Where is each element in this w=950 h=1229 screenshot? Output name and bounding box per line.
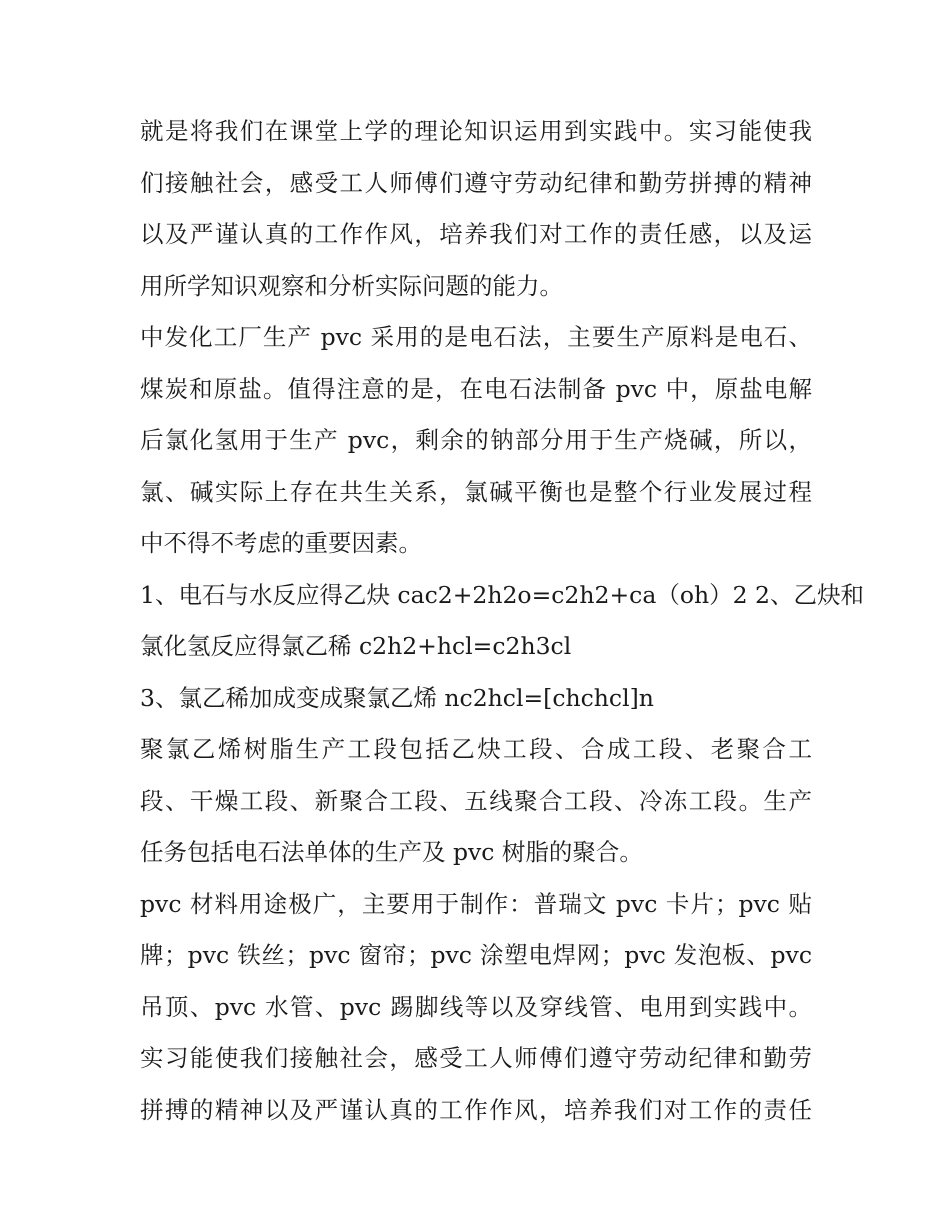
text-line: 1、电石与水反应得乙炔 cac2+2h2o=c2h2+ca（oh）2 2、乙炔和 xyxy=(140,580,864,609)
text-line: 3、氯乙稀加成变成聚氯乙烯 nc2hcl=[chchcl]n xyxy=(140,683,654,712)
text-line: 中发化工厂生产 pvc 采用的是电石法，主要生产原料是电石、 xyxy=(140,323,812,351)
text-line: 们接触社会，感受工人师傅们遵守劳动纪律和勤劳拼搏的精神 xyxy=(140,168,812,197)
text-line: pvc 材料用途极广，主要用于制作：普瑞文 pvc 卡片；pvc 贴 xyxy=(140,889,812,918)
text-line: 煤炭和原盐。值得注意的是，在电石法制备 pvc 中，原盐电解 xyxy=(140,374,812,403)
text-line: 段、干燥工段、新聚合工段、五线聚合工段、冷冻工段。生产 xyxy=(140,786,812,815)
text-line: 就是将我们在课堂上学的理论知识运用到实践中。实习能使我 xyxy=(140,117,812,145)
text-line: 以及严谨认真的工作作风，培养我们对工作的责任感，以及运 xyxy=(140,220,812,248)
text-line: 任务包括电石法单体的生产及 pvc 树脂的聚合。 xyxy=(140,838,643,866)
text-line: 实习能使我们接触社会，感受工人师傅们遵守劳动纪律和勤劳 xyxy=(140,1044,812,1072)
text-line: 氯、碱实际上存在共生关系，氯碱平衡也是整个行业发展过程 xyxy=(140,477,812,506)
text-line: 牌；pvc 铁丝；pvc 窗帘；pvc 涂塑电焊网；pvc 发泡板、pvc xyxy=(140,941,812,969)
text-line: 后氯化氢用于生产 pvc，剩余的钠部分用于生产烧碱，所以， xyxy=(140,426,812,454)
text-line: 氯化氢反应得氯乙稀 c2h2+hcl=c2h3cl xyxy=(140,632,572,660)
body-text xyxy=(140,106,864,1136)
text-line: 拼搏的精神以及严谨认真的工作作风，培养我们对工作的责任 xyxy=(140,1095,812,1124)
text-line: 聚氯乙烯树脂生产工段包括乙炔工段、合成工段、老聚合工 xyxy=(140,735,812,763)
text-line: 中不得不考虑的重要因素。 xyxy=(140,529,422,557)
text-line: 吊顶、pvc 水管、pvc 踢脚线等以及穿线管、电用到实践中。 xyxy=(140,992,812,1021)
text-line: 用所学知识观察和分析实际问题的能力。 xyxy=(140,271,563,300)
